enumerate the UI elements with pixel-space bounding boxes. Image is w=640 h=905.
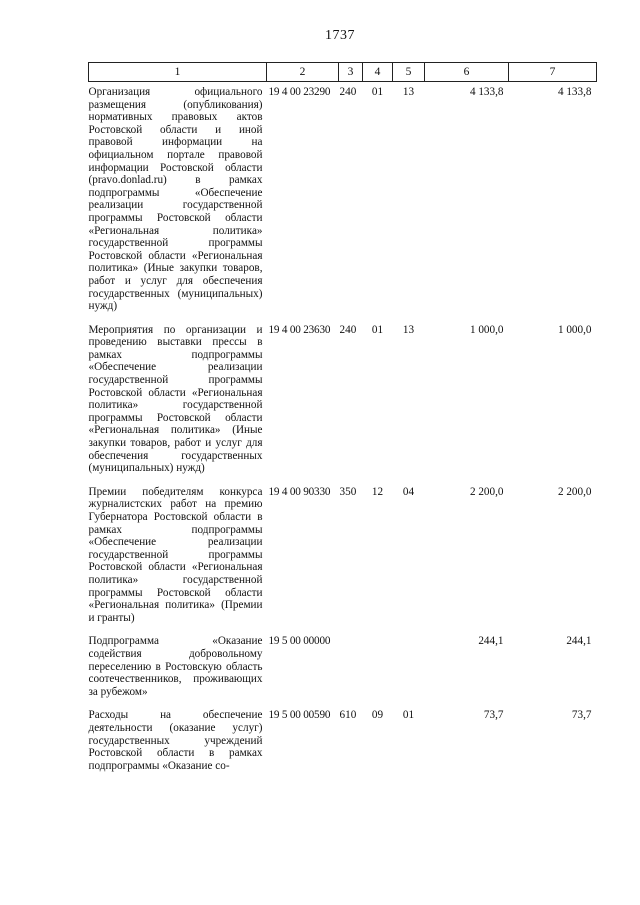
column-header-3: 3 (339, 63, 363, 82)
row-description: Мероприятия по организации и проведению выставки прессы в рамках подпрограммы «Обеспечение реализации государственной программы Ростовской области «Региональная политика» государственной программы Ростовской области «Региональная политика» (Иные закупки товаров, работ и услуг для обеспечения государственных (муниципальных) нужд) (88, 323, 263, 475)
row-amount-2: 244,1 (566, 635, 592, 648)
row-amount-1: 4 133,8 (469, 86, 504, 98)
table-row (89, 635, 597, 709)
row-description: Подпрограмма «Оказание содействия добровольному переселению в Ростовскую область соотечественников, проживающих за рубежом» (88, 635, 263, 698)
row-expense-type: 350 (339, 485, 357, 498)
column-header-7: 7 (509, 63, 597, 82)
table-row (89, 709, 597, 772)
budget-table (88, 62, 597, 772)
row-amount-1: 244,1 (478, 635, 504, 648)
row-section (363, 635, 393, 709)
row-description: Премии победителям конкурса журналистских работ на премию Губернатора Ростовской области в рамках подпрограммы «Обеспечение реализации государственной программы Ростовской области «Региональная политика» государственной программы Ростовской области «Региональная политика» (Премии и гранты) (88, 485, 263, 624)
row-expense-type: 610 (339, 709, 357, 722)
row-description: Организация официального размещения (опубликования) нормативных правовых актов Ростовской области и иной правовой информации на официальном портале правовой информации Ростовской области (pravo.donlad.ru) в рамках подпрограммы «Обеспечение реализации государственной программы Ростовской области «Региональная политика» государственной программы Ростовской области «Региональная политика» (Иные закупки товаров, работ и услуг для обеспечения государственных (муниципальных) нужд) (88, 86, 263, 313)
column-header-1: 1 (89, 63, 267, 82)
row-amount-2: 2 200,0 (557, 485, 592, 498)
row-section: 01 (371, 323, 384, 336)
row-subsection (393, 635, 425, 709)
column-header-4: 4 (363, 63, 393, 82)
table-row (89, 486, 597, 636)
table-body (89, 82, 597, 773)
row-subsection: 01 (402, 709, 415, 722)
row-target-code: 19 5 00 00590 (268, 709, 331, 722)
row-description: Расходы на обеспечение деятельности (оказание услуг) государственных учреждений Ростовской области в рамках подпрограммы «Оказание со- (88, 709, 263, 772)
row-target-code: 19 4 00 23630 (268, 323, 331, 336)
row-target-code: 19 4 00 90330 (268, 485, 331, 498)
row-amount-2: 73,7 (571, 709, 592, 722)
row-amount-1: 1 000,0 (469, 323, 504, 336)
row-target-code: 19 5 00 00000 (268, 635, 331, 648)
column-header-2: 2 (267, 63, 339, 82)
row-expense-type: 240 (339, 86, 357, 98)
column-header-5: 5 (393, 63, 425, 82)
table-row (89, 324, 597, 486)
column-header-6: 6 (425, 63, 509, 82)
table-header (89, 63, 597, 82)
page-number: 1737 (325, 28, 355, 43)
row-section: 12 (371, 485, 384, 498)
row-section: 09 (371, 709, 384, 722)
row-subsection: 13 (402, 86, 415, 98)
row-amount-2: 4 133,8 (557, 86, 592, 98)
table-row (89, 82, 597, 324)
row-section: 01 (371, 86, 384, 98)
row-amount-1: 73,7 (483, 709, 504, 722)
row-expense-type: 240 (339, 323, 357, 336)
row-expense-type (339, 635, 363, 709)
row-subsection: 04 (402, 485, 415, 498)
header-row (89, 63, 597, 82)
row-subsection: 13 (402, 323, 415, 336)
row-target-code: 19 4 00 23290 (268, 86, 331, 98)
row-amount-2: 1 000,0 (557, 323, 592, 336)
row-amount-1: 2 200,0 (469, 485, 504, 498)
